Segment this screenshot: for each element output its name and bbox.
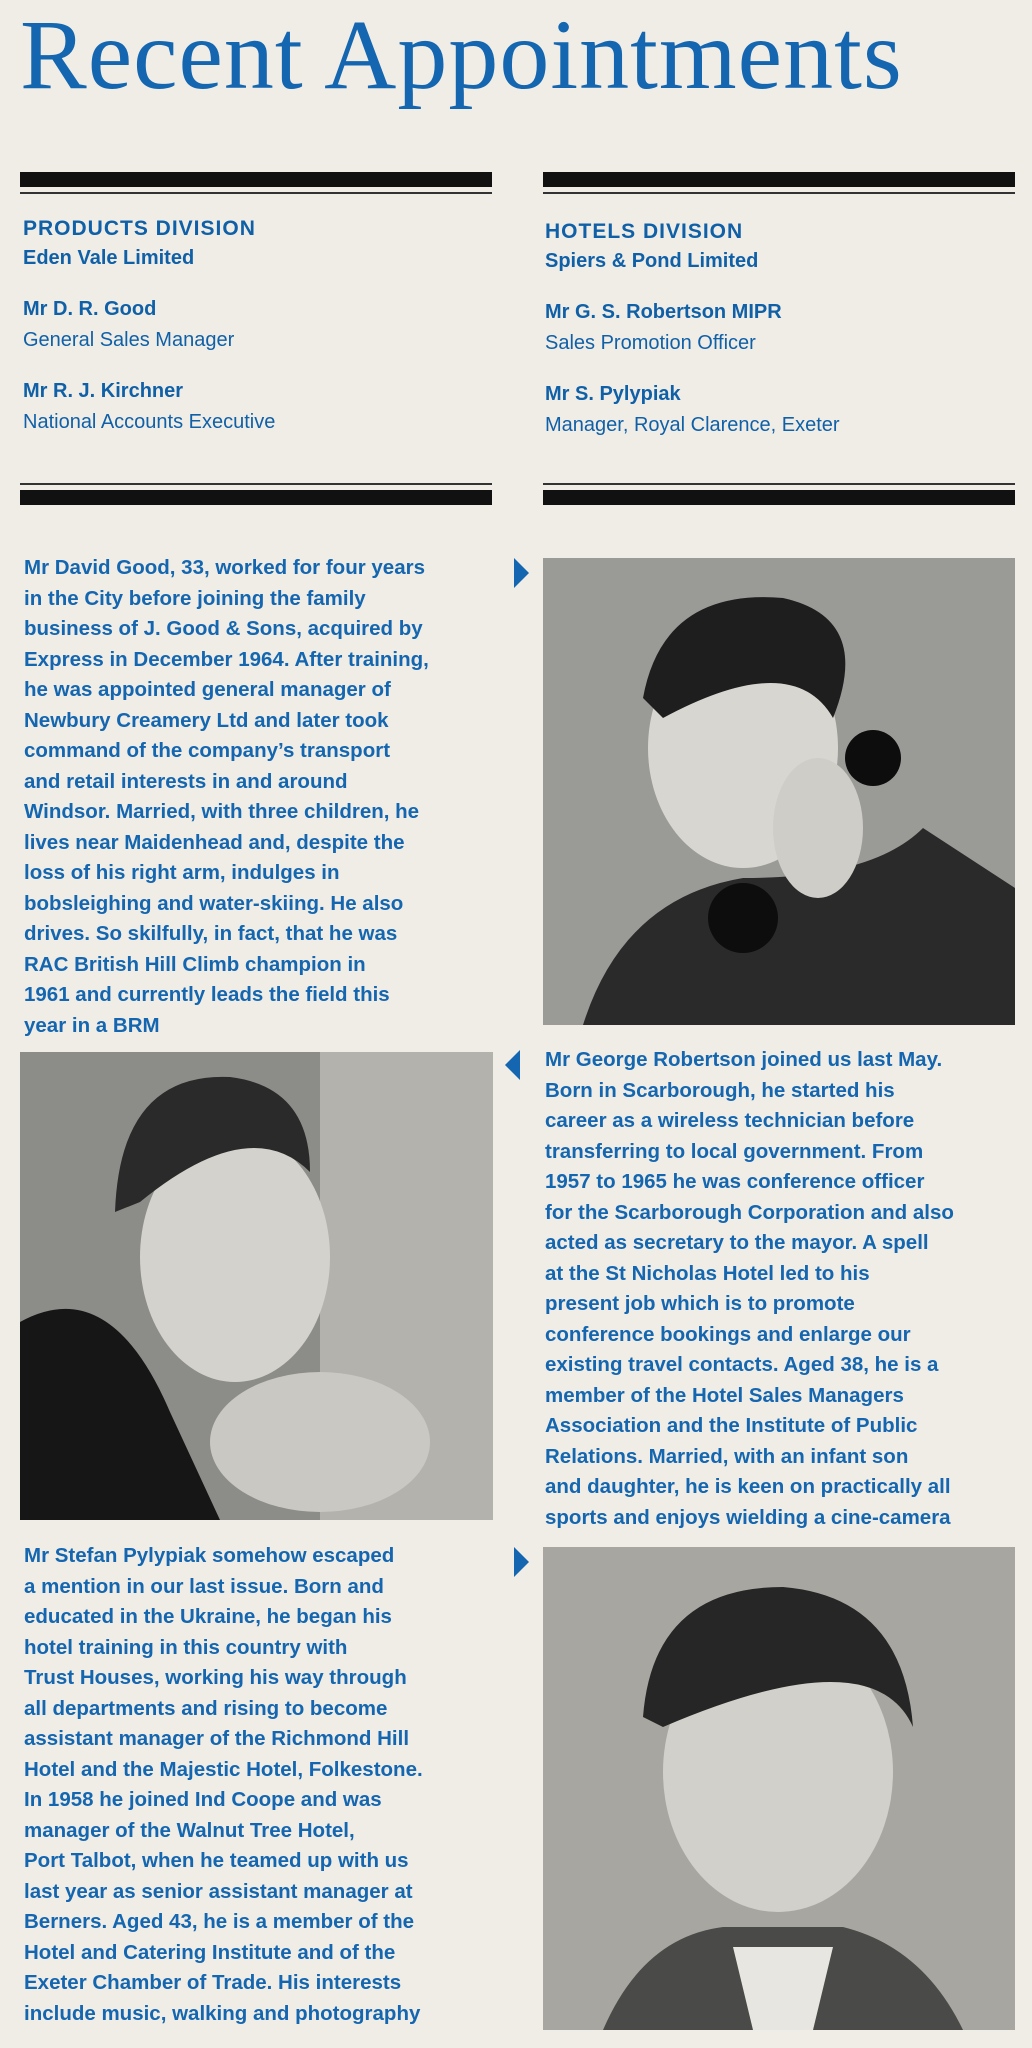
bio-line: drives. So skilfully, in fact, that he was [24, 922, 398, 945]
division-title: HOTELS DIVISION [545, 220, 744, 243]
bio-line: Hotel and the Majestic Hotel, Folkestone. [24, 1757, 423, 1781]
bio-line: Hotel and Catering Institute and of the [24, 1940, 396, 1964]
portrait-smiling-image [543, 1547, 1015, 2030]
bio-line: business of J. Good & Sons, acquired by [24, 617, 423, 640]
bio-line: Association and the Institute of Public [545, 1414, 918, 1437]
bio-line: and retail interests in and around [24, 769, 348, 793]
bio-line: he was appointed general manager of [24, 678, 391, 701]
bio-line: Mr David Good, 33, worked for four years [24, 556, 425, 579]
person-role: General Sales Manager [23, 329, 235, 351]
bio-line: Born in Scarborough, he started his [545, 1078, 895, 1102]
person-role: Sales Promotion Officer [545, 332, 756, 354]
bio-line: 1961 and currently leads the field this [24, 983, 390, 1006]
bio-line: all departments and rising to become [24, 1696, 388, 1720]
bio-line: hotel training in this country with [24, 1635, 348, 1659]
bio-line: In 1958 he joined Ind Coope and was [24, 1788, 382, 1811]
photo-stefan-pylypiak [543, 1547, 1015, 2030]
person-name: Mr G. S. Robertson MIPR [545, 301, 782, 323]
bio-line: 1957 to 1965 he was conference officer [545, 1170, 925, 1193]
rule-thin [20, 483, 492, 485]
portrait-pipe-image [20, 1052, 493, 1520]
products-division [23, 217, 275, 462]
arrow-right-icon [514, 1547, 529, 1577]
bio-line: at the St Nicholas Hotel led to his [545, 1261, 870, 1285]
person-name: Mr S. Pylypiak [545, 383, 681, 405]
person-name: Mr D. R. Good [23, 298, 157, 320]
hotels-division [545, 220, 840, 465]
bio-line: a mention in our last issue. Born and [24, 1574, 384, 1598]
bio-line: career as a wireless technician before [545, 1109, 915, 1132]
bio-line: command of the company’s transport [24, 739, 391, 762]
bio-stefan-pylypiak [24, 1541, 423, 2029]
page-title: Recent Appointments [20, 0, 903, 110]
bio-line: educated in the Ukraine, he began his [24, 1605, 392, 1628]
bio-david-good [24, 553, 429, 1041]
division-title: PRODUCTS DIVISION [23, 217, 256, 240]
bio-line: existing travel contacts. Aged 38, he is a [545, 1353, 939, 1376]
bio-line: Trust Houses, working his way through [24, 1666, 407, 1689]
bio-line: Express in December 1964. After training, [24, 647, 429, 671]
bio-george-robertson [545, 1045, 954, 1533]
rule-thick [543, 172, 1015, 187]
rule-thick [20, 172, 492, 187]
bio-line: for the Scarborough Corporation and also [545, 1200, 954, 1224]
bio-line: and daughter, he is keen on practically all [545, 1475, 951, 1498]
photo-david-good [543, 558, 1015, 1025]
bio-line: include music, walking and photography [24, 2001, 421, 2025]
company-name: Eden Vale Limited [23, 247, 195, 269]
rule-thick [543, 490, 1015, 505]
bio-line: Newbury Creamery Ltd and later took [24, 708, 389, 732]
bio-line: last year as senior assistant manager at [24, 1879, 413, 1903]
rule-thin [543, 192, 1015, 194]
person-role: Manager, Royal Clarence, Exeter [545, 414, 840, 436]
bio-line: acted as secretary to the mayor. A spell [545, 1231, 929, 1254]
company-name: Spiers & Pond Limited [545, 250, 759, 272]
person-name: Mr R. J. Kirchner [23, 380, 184, 402]
bio-line: loss of his right arm, indulges in [24, 861, 340, 884]
bio-line: conference bookings and enlarge our [545, 1322, 911, 1346]
arrow-left-icon [505, 1050, 520, 1080]
arrow-right-icon [514, 558, 529, 588]
bio-line: lives near Maidenhead and, despite the [24, 830, 405, 854]
bio-line: Mr Stefan Pylypiak somehow escaped [24, 1544, 395, 1567]
photo-george-robertson [20, 1052, 493, 1520]
bio-line: member of the Hotel Sales Managers [545, 1383, 904, 1407]
bio-line: Windsor. Married, with three children, he [24, 800, 420, 823]
bio-line: Port Talbot, when he teamed up with us [24, 1849, 409, 1872]
bio-line: in the City before joining the family [24, 586, 366, 610]
bio-line: transferring to local government. From [545, 1139, 924, 1163]
bio-line: Berners. Aged 43, he is a member of the [24, 1910, 415, 1933]
bio-line: manager of the Walnut Tree Hotel, [24, 1818, 355, 1842]
rule-thin [543, 483, 1015, 485]
bio-line: Relations. Married, with an infant son [545, 1444, 909, 1468]
person-role: National Accounts Executive [23, 411, 276, 433]
bio-line: sports and enjoys wielding a cine-camera [545, 1505, 951, 1529]
bio-line: Exeter Chamber of Trade. His interests [24, 1971, 402, 1994]
bio-line: assistant manager of the Richmond Hill [24, 1727, 410, 1750]
bio-line: Mr George Robertson joined us last May. [545, 1048, 943, 1071]
portrait-telephone-image [543, 558, 1015, 1025]
rule-thick [20, 490, 492, 505]
bio-line: bobsleighing and water-skiing. He also [24, 891, 404, 915]
bio-line: RAC British Hill Climb champion in [24, 952, 366, 976]
rule-thin [20, 192, 492, 194]
bio-line: year in a BRM [24, 1013, 160, 1037]
bio-line: present job which is to promote [545, 1292, 855, 1315]
